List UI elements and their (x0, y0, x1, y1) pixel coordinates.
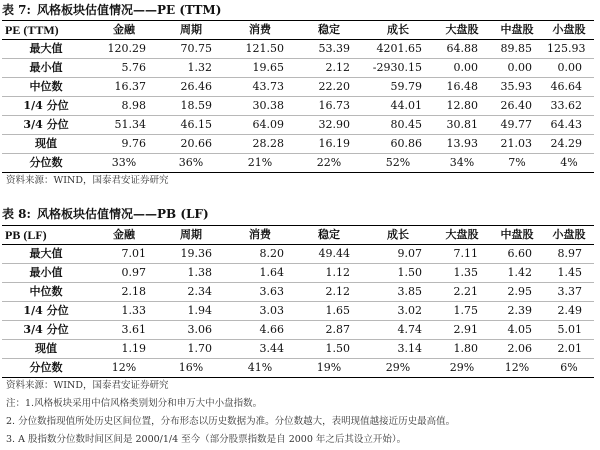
table-cell: 4% (560, 156, 578, 169)
table-cell: 64.88 (446, 42, 478, 55)
table-cell: 6.60 (507, 247, 532, 260)
table-cell: 22.20 (318, 80, 350, 93)
table-cell: 43.73 (252, 80, 284, 93)
table-cell: 59.79 (390, 80, 422, 93)
table-cell: 1.32 (187, 61, 212, 74)
table-cell: 12% (111, 361, 137, 374)
table-cell: 2.87 (325, 323, 350, 336)
table-cell: 2.12 (325, 61, 350, 74)
table-cell: 4.74 (397, 323, 422, 336)
table-cell: 24.29 (550, 137, 582, 150)
table-cell: 7% (508, 156, 526, 169)
table-cell: 1.38 (187, 266, 212, 279)
column-header-finance: 金融 (113, 228, 135, 241)
pb-valuation-table (2, 225, 594, 378)
row-label: 最大值 (29, 247, 63, 260)
row-label: 最小值 (29, 61, 63, 74)
table-cell: 5.76 (121, 61, 146, 74)
table-cell: 4201.65 (376, 42, 422, 55)
table8-caption-label: 表 8: (2, 207, 31, 221)
table-cell: 16.37 (114, 80, 146, 93)
table-cell: 2.91 (453, 323, 478, 336)
table-cell: 89.85 (500, 42, 532, 55)
table8-caption (2, 206, 209, 222)
table-row (2, 283, 594, 302)
table-row (2, 59, 594, 78)
table-cell: 2.21 (453, 285, 478, 298)
row-label: 3/4 分位 (23, 118, 69, 131)
table-cell: 19.65 (252, 61, 284, 74)
table-cell: 0.00 (453, 61, 478, 74)
column-header-small-cap: 小盘股 (552, 228, 586, 241)
table-cell: 9.07 (397, 247, 422, 260)
table7-source-note: 资料来源：WIND，国泰君安证券研究 (6, 175, 169, 186)
table-cell: 26.40 (500, 99, 532, 112)
table-cell: 4.66 (259, 323, 284, 336)
table-row (2, 340, 594, 359)
table-cell: 53.39 (318, 42, 350, 55)
table-header-row (2, 21, 594, 40)
table-cell: 51.34 (114, 118, 146, 131)
table-cell: 70.75 (180, 42, 212, 55)
row-label: 最大值 (29, 42, 63, 55)
column-header-mid-cap: 中盘股 (500, 23, 534, 36)
table-cell: 1.33 (121, 304, 146, 317)
table-cell: 46.64 (550, 80, 582, 93)
table-row (2, 78, 594, 97)
table-cell: 6% (560, 361, 578, 374)
table-cell: 2.18 (121, 285, 146, 298)
table-cell: 1.75 (453, 304, 478, 317)
table-cell: 16.19 (318, 137, 350, 150)
column-header-growth: 成长 (387, 23, 409, 36)
table-cell: 30.81 (446, 118, 478, 131)
row-label: 现值 (35, 137, 57, 150)
footnote-2: 2. 分位数指现值所处历史区间位置，分布形态以历史数据为准。分位数越大，表明现值越接近历史最高值。 (6, 416, 456, 427)
table-cell: 49.77 (500, 118, 532, 131)
column-header-stable: 稳定 (318, 23, 340, 36)
row-label: 1/4 分位 (23, 99, 69, 112)
table-cell: 8.20 (259, 247, 284, 260)
table-cell: 33.62 (550, 99, 582, 112)
table-cell: 60.86 (390, 137, 422, 150)
table-cell: 12.80 (446, 99, 478, 112)
table-cell: 1.94 (187, 304, 212, 317)
column-header-metric: PE (TTM) (5, 23, 59, 37)
table-cell: 0.97 (121, 266, 146, 279)
table-cell: 3.37 (557, 285, 582, 298)
table-cell: 64.43 (550, 118, 582, 131)
table-row (2, 245, 594, 264)
table-cell: 64.09 (252, 118, 284, 131)
table-cell: 30.38 (252, 99, 284, 112)
row-label: 1/4 分位 (23, 304, 69, 317)
table-cell: 19.36 (180, 247, 212, 260)
table-header-row (2, 226, 594, 245)
table-cell: 13.93 (446, 137, 478, 150)
column-header-consumer: 消费 (249, 23, 271, 36)
table-cell: 1.45 (557, 266, 582, 279)
row-label: 3/4 分位 (23, 323, 69, 336)
table-cell: 0.00 (507, 61, 532, 74)
table-cell: 19% (316, 361, 342, 374)
table7-caption-title: 风格板块估值情况——PE (TTM) (36, 3, 222, 17)
table-cell: 1.42 (507, 266, 532, 279)
table-cell: 41% (247, 361, 273, 374)
column-header-small-cap: 小盘股 (552, 23, 586, 36)
footnote-1: 注：1.风格板块采用中信风格类别划分和申万大中小盘指数。 (6, 398, 263, 409)
table8-caption-title: 风格板块估值情况——PB (LF) (36, 207, 209, 221)
table-cell: 29% (385, 361, 411, 374)
table-cell: 34% (449, 156, 475, 169)
table-row (2, 302, 594, 321)
table-cell: 3.85 (397, 285, 422, 298)
table-cell: 33% (111, 156, 137, 169)
table-row (2, 40, 594, 59)
column-header-stable: 稳定 (318, 228, 340, 241)
table-cell: 2.49 (557, 304, 582, 317)
table7-caption (2, 2, 221, 18)
table-cell: 16% (178, 361, 204, 374)
pe-valuation-table (2, 20, 594, 173)
table-cell: 1.19 (121, 342, 146, 355)
table-cell: 4.05 (507, 323, 532, 336)
column-header-large-cap: 大盘股 (445, 228, 479, 241)
table-cell: 2.06 (507, 342, 532, 355)
column-header-growth: 成长 (387, 228, 409, 241)
column-header-cyclical: 周期 (180, 228, 202, 241)
table-cell: 12% (504, 361, 530, 374)
table-row (2, 359, 594, 378)
table-cell: 3.14 (397, 342, 422, 355)
column-header-consumer: 消费 (249, 228, 271, 241)
table-cell: 3.44 (259, 342, 284, 355)
table-cell: 44.01 (390, 99, 422, 112)
table-row (2, 264, 594, 283)
table-cell: 32.90 (318, 118, 350, 131)
table-cell: 3.03 (259, 304, 284, 317)
table-cell: 16.73 (318, 99, 350, 112)
table-cell: 16.48 (446, 80, 478, 93)
table-cell: 49.44 (318, 247, 350, 260)
table-cell: -2930.15 (372, 61, 422, 74)
row-label: 最小值 (29, 266, 63, 279)
table-cell: 1.65 (325, 304, 350, 317)
table-row (2, 135, 594, 154)
table-cell: 46.15 (180, 118, 212, 131)
table-cell: 26.46 (180, 80, 212, 93)
table-cell: 2.95 (507, 285, 532, 298)
table-cell: 7.11 (453, 247, 478, 260)
table-cell: 3.06 (187, 323, 212, 336)
row-label: 分位数 (29, 361, 63, 374)
table-cell: 3.63 (259, 285, 284, 298)
table-cell: 1.12 (325, 266, 350, 279)
table-cell: 5.01 (557, 323, 582, 336)
column-header-large-cap: 大盘股 (445, 23, 479, 36)
table-row (2, 154, 594, 173)
table-cell: 22% (316, 156, 342, 169)
table-cell: 29% (449, 361, 475, 374)
table-row (2, 321, 594, 340)
row-label: 分位数 (29, 156, 63, 169)
table-cell: 1.50 (397, 266, 422, 279)
table-cell: 1.80 (453, 342, 478, 355)
table-cell: 2.01 (557, 342, 582, 355)
table-cell: 52% (385, 156, 411, 169)
column-header-metric: PB (LF) (5, 228, 47, 242)
row-label: 中位数 (29, 285, 63, 298)
table7-caption-label: 表 7: (2, 3, 31, 17)
table-cell: 1.35 (453, 266, 478, 279)
column-header-cyclical: 周期 (180, 23, 202, 36)
row-label: 中位数 (29, 80, 63, 93)
column-header-finance: 金融 (113, 23, 135, 36)
row-label: 现值 (35, 342, 57, 355)
table-cell: 36% (178, 156, 204, 169)
table-cell: 7.01 (121, 247, 146, 260)
table-cell: 28.28 (252, 137, 284, 150)
table-cell: 1.50 (325, 342, 350, 355)
table-cell: 9.76 (121, 137, 146, 150)
table-cell: 80.45 (390, 118, 422, 131)
column-header-mid-cap: 中盘股 (500, 228, 534, 241)
table-cell: 20.66 (180, 137, 212, 150)
table-cell: 2.39 (507, 304, 532, 317)
table-cell: 2.34 (187, 285, 212, 298)
table-cell: 8.97 (557, 247, 582, 260)
table-cell: 2.12 (325, 285, 350, 298)
table-cell: 1.64 (259, 266, 284, 279)
table-cell: 121.50 (245, 42, 284, 55)
table-cell: 21% (247, 156, 273, 169)
table-cell: 0.00 (557, 61, 582, 74)
table-cell: 35.93 (500, 80, 532, 93)
table-row (2, 97, 594, 116)
table-cell: 8.98 (121, 99, 146, 112)
table-cell: 18.59 (180, 99, 212, 112)
table-row (2, 116, 594, 135)
table-cell: 3.02 (397, 304, 422, 317)
table-cell: 120.29 (107, 42, 146, 55)
footnote-3: 3. A 股指数分位数时间区间是 2000/1/4 至今（部分股票指数是自 2000 年之后其设立开始）。 (6, 434, 407, 445)
table-cell: 3.61 (121, 323, 146, 336)
table-cell: 125.93 (547, 42, 586, 55)
table8-source-note: 资料来源：WIND，国泰君安证券研究 (6, 380, 169, 391)
table-cell: 1.70 (187, 342, 212, 355)
table-cell: 21.03 (500, 137, 532, 150)
